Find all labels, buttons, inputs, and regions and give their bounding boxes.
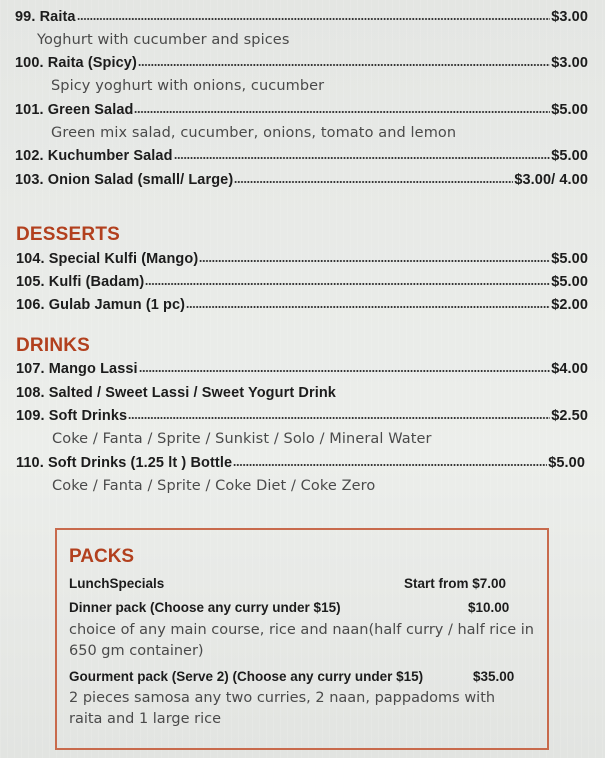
dot-leader: [233, 455, 547, 467]
gourment-pack-description: 2 pieces samosa any two curries, 2 naan, pappadoms with: [69, 690, 496, 706]
dot-leader: [145, 274, 550, 286]
section-heading-desserts: DESSERTS: [16, 224, 121, 245]
section-heading-packs: PACKS: [69, 546, 135, 567]
dot-leader: [128, 408, 550, 420]
dot-leader: [139, 361, 551, 373]
item-name: 101. Green Salad: [15, 102, 134, 118]
item-name: 107. Mango Lassi: [16, 361, 138, 377]
item-name: 100. Raita (Spicy): [15, 55, 137, 71]
gourment-pack-label: Gourment pack (Serve 2) (Choose any curry under $15): [69, 669, 424, 684]
item-price: $3.00/ 4.00: [514, 172, 588, 188]
item-price: $3.00: [551, 9, 588, 25]
menu-item-row: [15, 9, 588, 29]
menu-item-row: [16, 408, 588, 428]
dot-leader: [234, 172, 513, 184]
lunch-specials-label: LunchSpecials: [69, 576, 165, 591]
item-description: Yoghurt with cucumber and spices: [37, 32, 290, 48]
item-name: 103. Onion Salad (small/ Large): [15, 172, 234, 188]
menu-item-row: [16, 385, 588, 405]
dot-leader: [186, 297, 550, 309]
item-name: 108. Salted / Sweet Lassi / Sweet Yogurt Drink: [16, 385, 336, 401]
dot-leader: [199, 251, 550, 263]
item-price: $5.00: [551, 102, 588, 118]
item-price: $5.00: [551, 251, 588, 267]
menu-item-row: [16, 274, 588, 294]
dinner-pack-description: 650 gm container): [69, 643, 204, 659]
gourment-pack-description: raita and 1 large rice: [69, 711, 222, 727]
menu-item-row: [16, 361, 588, 381]
item-price: $5.00: [548, 455, 585, 471]
dot-leader: [174, 148, 551, 160]
menu-item-row: [16, 251, 588, 271]
item-price: $3.00: [551, 55, 588, 71]
item-name: 109. Soft Drinks: [16, 408, 128, 424]
dinner-pack-price: $10.00: [468, 600, 510, 615]
lunch-specials-price: Start from $7.00: [404, 576, 507, 591]
gourment-pack-price: $35.00: [473, 669, 515, 684]
menu-item-row: [15, 172, 588, 192]
menu-item-row: [16, 297, 588, 317]
menu-item-row: [15, 55, 588, 75]
item-name: 110. Soft Drinks (1.25 lt ) Bottle: [16, 455, 233, 471]
item-name: 105. Kulfi (Badam): [16, 274, 145, 290]
item-price: $2.00: [551, 297, 588, 313]
section-heading-drinks: DRINKS: [16, 335, 91, 356]
item-description: Green mix salad, cucumber, onions, tomato and lemon: [51, 125, 457, 141]
item-description: Spicy yoghurt with onions, cucumber: [51, 78, 325, 94]
item-name: 104. Special Kulfi (Mango): [16, 251, 199, 267]
item-price: $5.00: [551, 274, 588, 290]
item-name: 99. Raita: [15, 9, 76, 25]
item-price: $5.00: [551, 148, 588, 164]
dot-leader: [134, 102, 550, 114]
item-description: Coke / Fanta / Sprite / Sunkist / Solo / Mineral Water: [52, 431, 432, 447]
item-price: $4.00: [551, 361, 588, 377]
dot-leader: [77, 9, 551, 21]
menu-item-row: [15, 102, 588, 122]
item-name: 102. Kuchumber Salad: [15, 148, 173, 164]
item-price: $2.50: [551, 408, 588, 424]
packs-box: [55, 528, 549, 750]
item-description: Coke / Fanta / Sprite / Coke Diet / Coke Zero: [52, 478, 376, 494]
dot-leader: [138, 55, 550, 67]
menu-item-row: [16, 455, 585, 475]
item-name: 106. Gulab Jamun (1 pc): [16, 297, 186, 313]
menu-item-row: [15, 148, 588, 168]
dinner-pack-description: choice of any main course, rice and naan(half curry / half rice in: [69, 622, 534, 638]
dinner-pack-label: Dinner pack (Choose any curry under $15): [69, 600, 341, 615]
